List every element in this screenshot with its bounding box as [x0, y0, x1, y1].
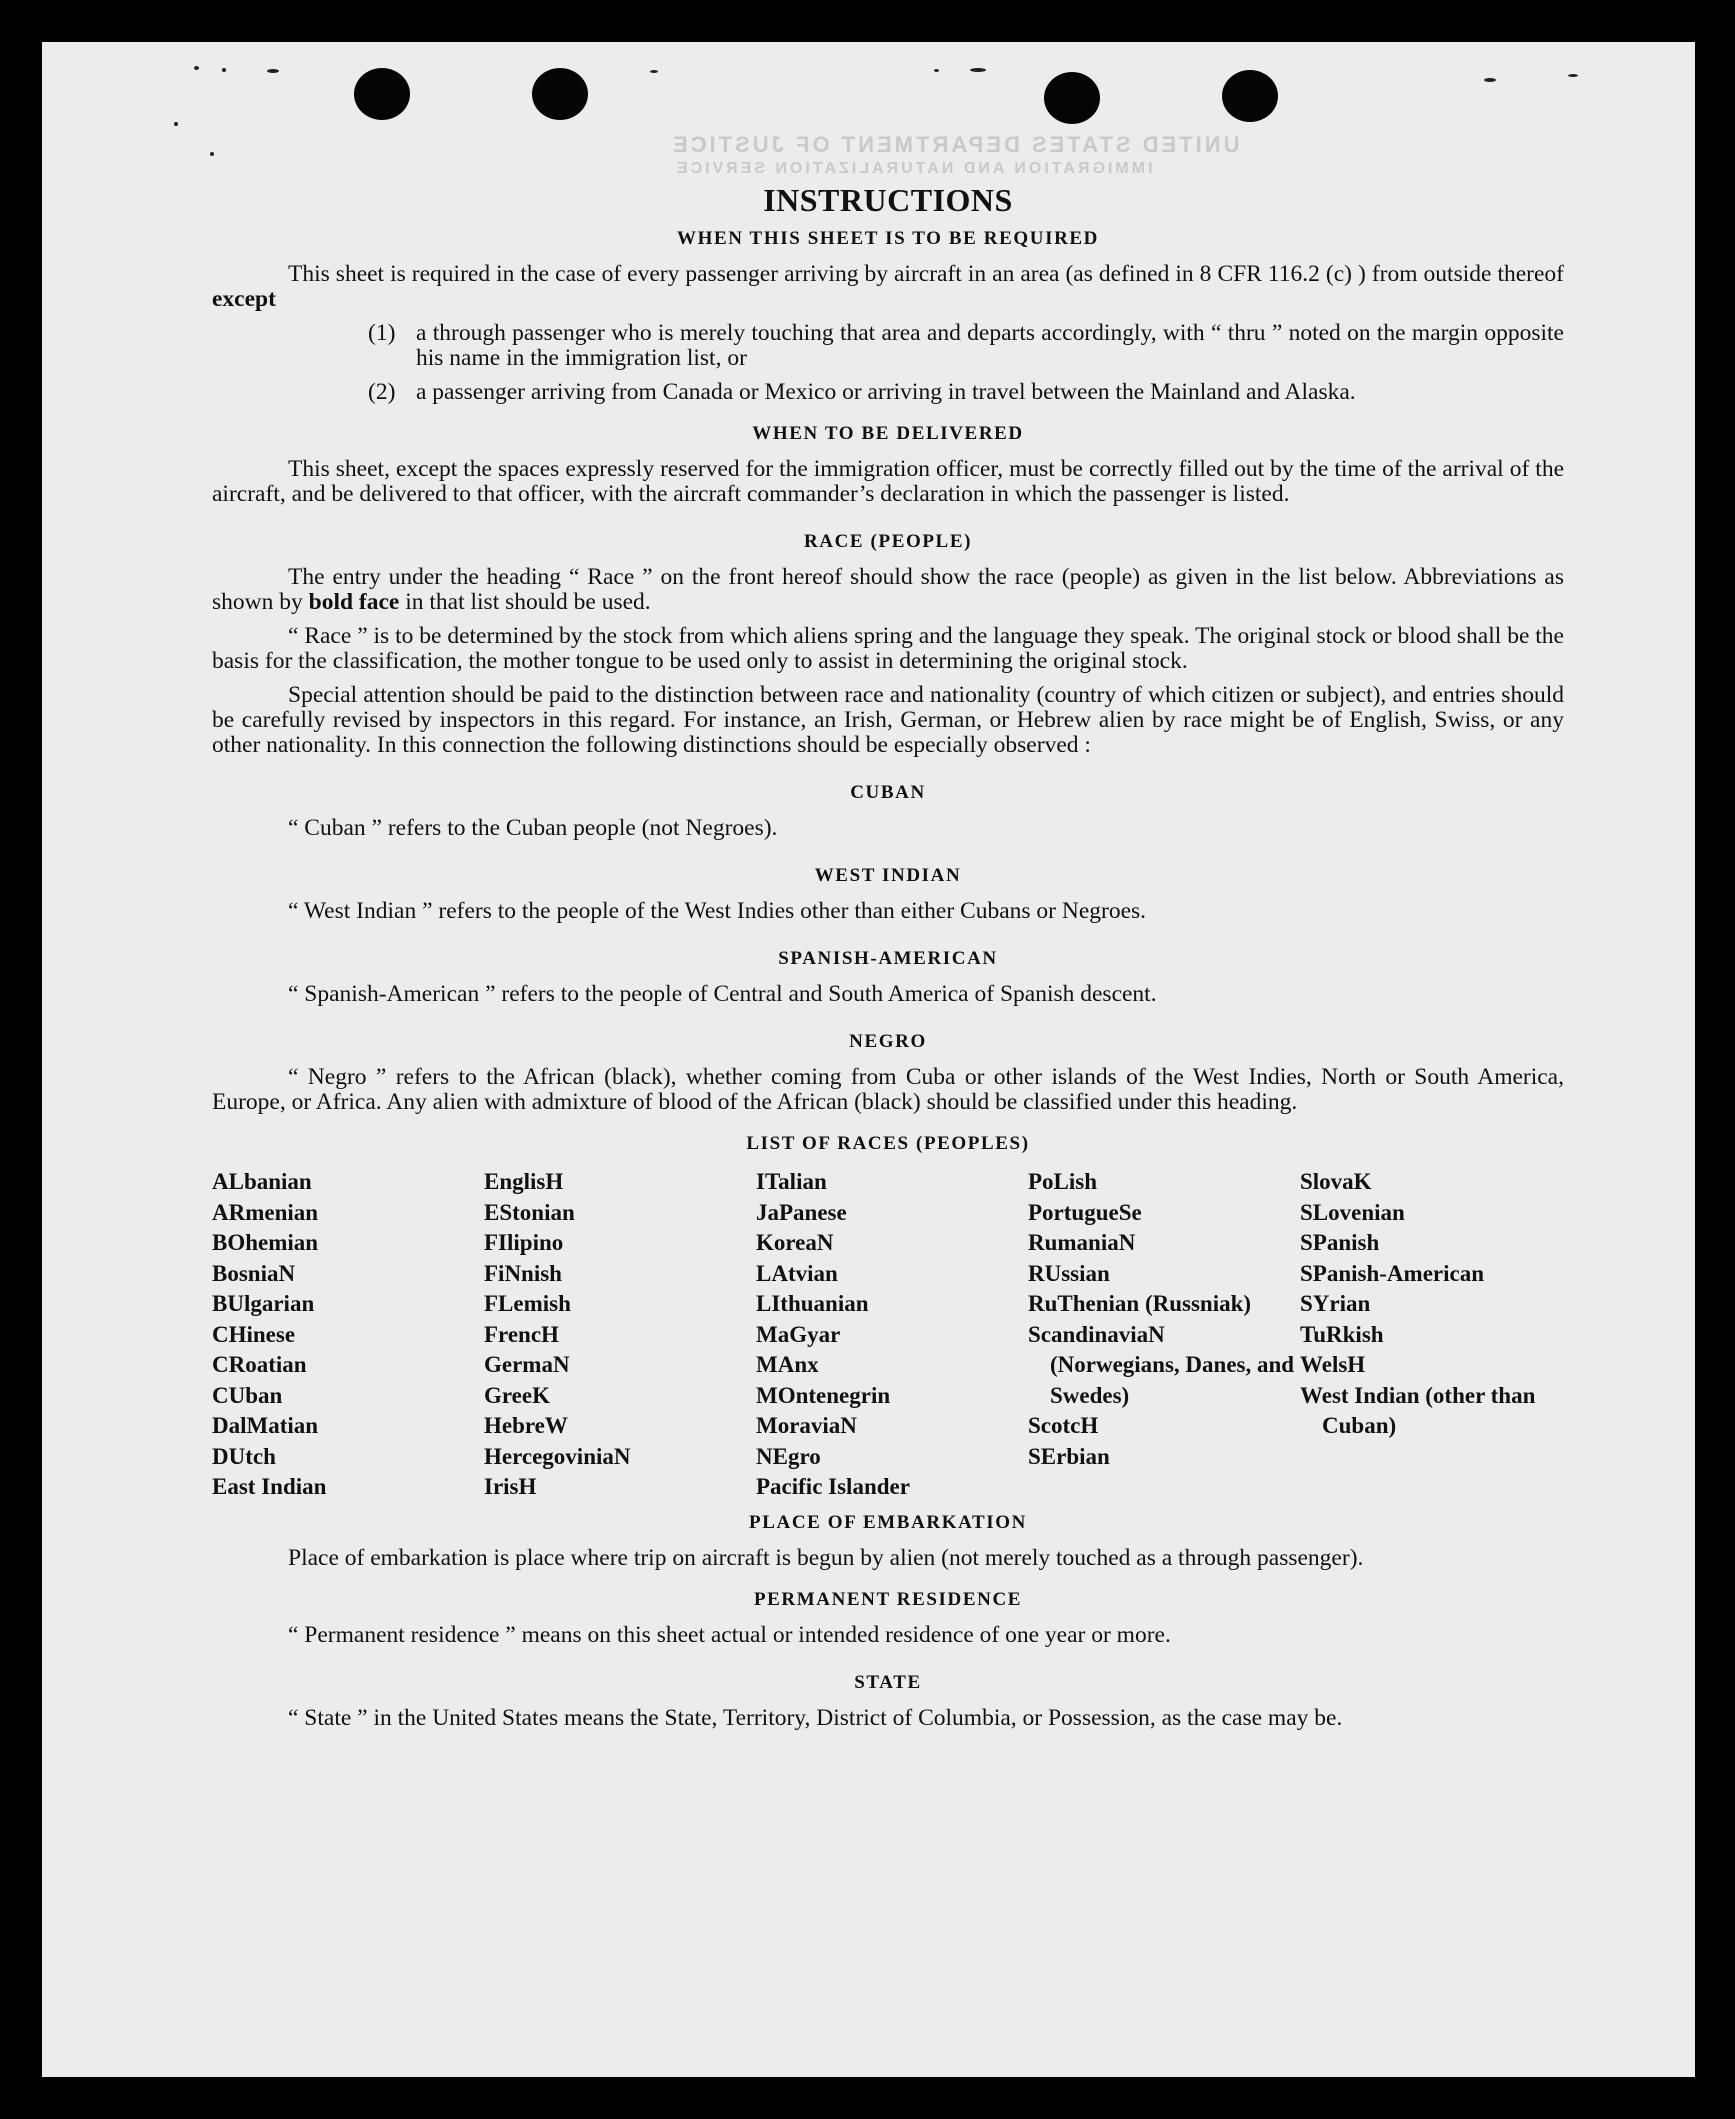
race-list-item: SErbian: [1028, 1443, 1110, 1469]
race-list: [212, 1167, 1564, 1503]
race-paragraph-2: “ Race ” is to be determined by the stock from which aliens spring and the language they speak. The original stock or blood shall be the basis for the classification, the mother tongue to be used only to assist in determining the original stock.: [212, 623, 1564, 674]
scan-speck: [650, 70, 658, 73]
punch-hole: [354, 68, 410, 120]
residence-paragraph: “ Permanent residence ” means on this sheet actual or intended residence of one year or more.: [288, 1621, 1171, 1648]
race-list-item: EnglisH: [484, 1169, 564, 1194]
race-list-item: ScotcH: [1028, 1413, 1099, 1438]
race-list-item: CUban: [212, 1382, 283, 1408]
race-list-item: DalMatian: [212, 1413, 319, 1438]
page-title: INSTRUCTIONS: [763, 182, 1013, 218]
scan-speck: [222, 68, 226, 72]
section-heading-cuban: CUBAN: [850, 782, 926, 803]
embarkation-paragraph: Place of embarkation is place where trip on aircraft is begun by alien (not merely touched as a through passenger).: [288, 1544, 1364, 1571]
race-list-item: WelsH: [1300, 1352, 1366, 1377]
race-list-item: RuThenian (Russniak): [1028, 1291, 1252, 1316]
document-page: [42, 42, 1695, 2077]
race-list-item: RumaniaN: [1028, 1230, 1136, 1255]
race-list-item: East Indian: [212, 1474, 327, 1499]
race-list-item: FIlipino: [484, 1230, 564, 1255]
race-list-item: KoreaN: [756, 1230, 834, 1255]
scan-speck: [194, 66, 199, 70]
scan-speck: [934, 69, 939, 72]
race-list-item: BosniaN: [212, 1260, 296, 1286]
race-list-item: IrisH: [484, 1474, 537, 1499]
scan-speck: [970, 68, 986, 72]
punch-hole: [1222, 70, 1278, 122]
race-list-item: SPanish: [1300, 1230, 1380, 1255]
race-list-item: ITalian: [756, 1169, 827, 1194]
race-list-item: SYrian: [1300, 1291, 1371, 1316]
race-list-item: HebreW: [484, 1413, 568, 1438]
race-list-item: ALbanian: [212, 1169, 312, 1194]
race-list-item: GreeK: [484, 1382, 550, 1408]
race-list-item: PortugueSe: [1028, 1199, 1142, 1225]
race-list-item: DUtch: [212, 1443, 276, 1469]
section-heading-race: RACE (PEOPLE): [803, 531, 973, 552]
race-list-item: CRoatian: [212, 1352, 307, 1377]
race-list-item: FiNnish: [484, 1260, 562, 1286]
section-heading-spanish-american: SPANISH-AMERICAN: [778, 948, 998, 969]
race-list-item: JaPanese: [756, 1199, 847, 1225]
race-paragraph-1: The entry under the heading “ Race ” on the front hereof should show the race (people) as given in the list below. Abbreviations as shown by bold face in that list should be used.: [212, 564, 1564, 615]
race-list-item: PoLish: [1028, 1169, 1098, 1194]
exception-item-2: (2) a passenger arriving from Canada or Mexico or arriving in travel between the Mainland and Alaska.: [368, 379, 1356, 405]
race-list-item: LIthuanian: [756, 1291, 869, 1316]
delivered-paragraph: This sheet, except the spaces expressly reserved for the immigration officer, must be correctly filled out by the time of the arrival of the aircraft, and be delivered to that officer, with the aircraft commander’s declaration in which the passenger is listed.: [212, 456, 1564, 507]
race-list-item: BOhemian: [212, 1230, 319, 1255]
punch-hole: [1044, 72, 1100, 124]
race-list-column: [484, 1167, 756, 1503]
race-list-item: SLovenian: [1300, 1199, 1405, 1225]
section-heading-delivered: WHEN TO BE DELIVERED: [752, 423, 1024, 444]
required-paragraph: This sheet is required in the case of every passenger arriving by aircraft in an area (as defined in 8 CFR 116.2 (c) ) from outside thereof except: [212, 261, 1564, 312]
state-paragraph: “ State ” in the United States means the State, Territory, District of Columbia, or Possession, as the case may be.: [288, 1704, 1343, 1731]
race-list-item: TuRkish: [1300, 1321, 1384, 1347]
race-list-item: HercegoviniaN: [484, 1443, 631, 1469]
scan-speck: [267, 69, 279, 73]
scan-speck: [1568, 74, 1578, 77]
race-list-item: LAtvian: [756, 1260, 838, 1286]
section-heading-west-indian: WEST INDIAN: [814, 865, 962, 886]
punch-hole: [532, 68, 588, 120]
section-heading-race-list: LIST OF RACES (PEOPLES): [746, 1133, 1030, 1154]
race-list-item: ScandinaviaN (Norwegians, Danes, and Swedes): [1028, 1321, 1295, 1408]
bleed-through-line: IMMIGRATION AND NATURALIZATION SERVICE: [674, 160, 1153, 177]
race-list-item: EStonian: [484, 1199, 575, 1225]
race-list-item: BUlgarian: [212, 1291, 315, 1316]
section-heading-state: STATE: [854, 1671, 922, 1693]
race-list-item: SPanish-American: [1300, 1260, 1484, 1286]
race-list-item: NEgro: [756, 1443, 821, 1469]
scan-speck: [174, 122, 178, 126]
section-heading-embarkation: PLACE OF EMBARKATION: [749, 1511, 1027, 1533]
race-list-column: [212, 1167, 484, 1503]
race-list-item: GermaN: [484, 1352, 570, 1377]
race-list-item: Pacific Islander: [756, 1474, 910, 1499]
race-list-column: [1300, 1167, 1564, 1503]
section-heading-required: WHEN THIS SHEET IS TO BE REQUIRED: [676, 228, 1100, 249]
scan-speck: [210, 152, 214, 156]
race-list-item: MOntenegrin: [756, 1382, 891, 1408]
bleed-through-line: UNITED STATES DEPARTMENT OF JUSTICE: [670, 132, 1240, 157]
race-list-column: [756, 1167, 1028, 1503]
race-list-item: MaGyar: [756, 1321, 841, 1347]
exception-item-1: (1) a through passenger who is merely touching that area and departs accordingly, with “ thru ” noted on the margin opposite his name in the immigration list, or: [368, 320, 1564, 371]
race-list-item: MAnx: [756, 1352, 819, 1377]
race-list-column: [1028, 1167, 1300, 1503]
race-list-item: FLemish: [484, 1291, 571, 1316]
race-paragraph-3: Special attention should be paid to the distinction between race and nationality (country of which citizen or subject), and entries should be carefully revised by inspectors in this regard. For instance, an Irish, German, or Hebrew alien by race might be of English, Swiss, or any other nationality. In this connection the following distinctions should be especially observed :: [212, 682, 1564, 758]
instructions-content: [212, 182, 1564, 1731]
section-heading-residence: PERMANENT RESIDENCE: [753, 1588, 1023, 1610]
cuban-paragraph: “ Cuban ” refers to the Cuban people (not Negroes).: [288, 815, 778, 841]
west-indian-paragraph: “ West Indian ” refers to the people of the West Indies other than either Cubans or Negroes.: [288, 898, 1147, 924]
race-list-item: CHinese: [212, 1321, 296, 1347]
scan-speck: [1484, 78, 1496, 82]
negro-paragraph: “ Negro ” refers to the African (black), whether coming from Cuba or other islands of the West Indies, North or South America, Europe, or Africa. Any alien with admixture of blood of the African (black) should be classified under this heading.: [212, 1064, 1564, 1115]
race-list-item: FrencH: [484, 1321, 559, 1347]
race-list-item: SlovaK: [1300, 1169, 1372, 1194]
race-list-item: West Indian (other than Cuban): [1300, 1382, 1536, 1438]
race-list-item: RUssian: [1028, 1260, 1110, 1286]
race-list-item: ARmenian: [212, 1199, 319, 1225]
race-list-item: MoraviaN: [756, 1413, 857, 1438]
spanish-american-paragraph: “ Spanish-American ” refers to the people of Central and South America of Spanish descent.: [288, 981, 1157, 1007]
section-heading-negro: NEGRO: [849, 1031, 927, 1052]
